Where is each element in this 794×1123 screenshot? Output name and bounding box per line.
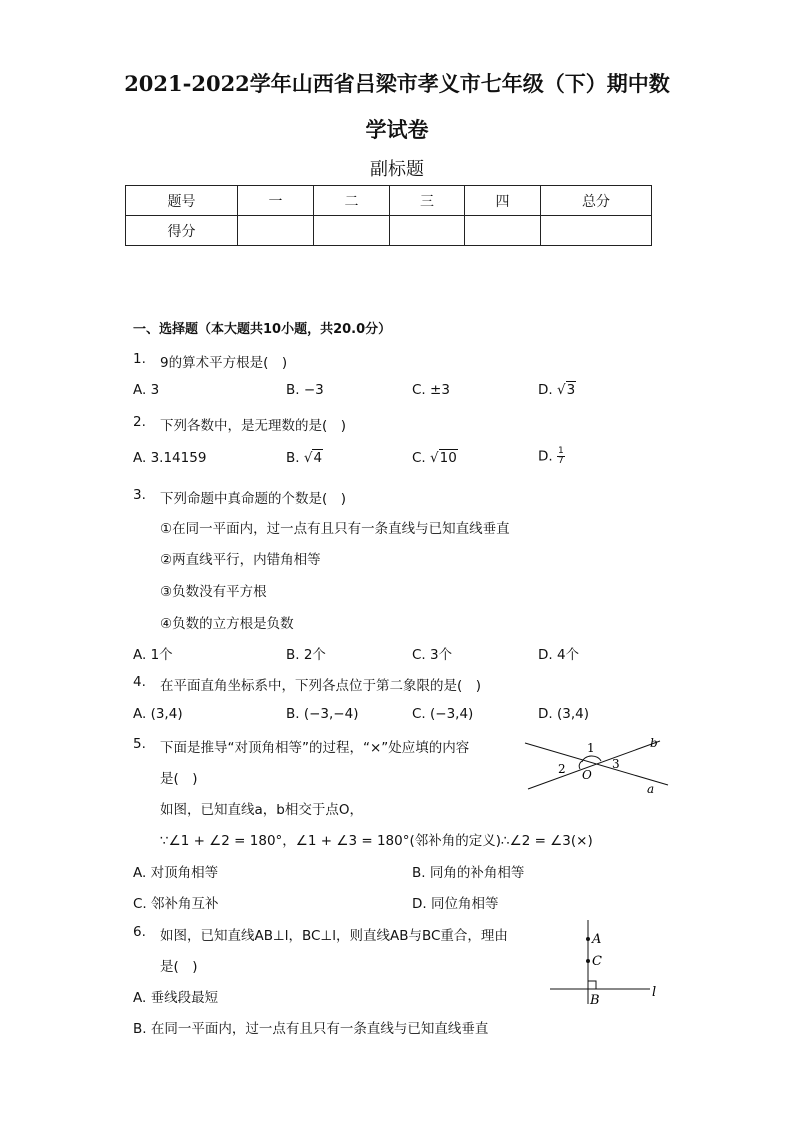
statement-2: ②两直线平行，内错角相等 (160, 552, 321, 568)
radicand: 4 (313, 450, 323, 466)
option-b: B. −3 (286, 382, 324, 398)
section-heading: 一、选择题（本大题共10小题，共20.0分） (133, 322, 392, 337)
score-input-cell (238, 216, 314, 246)
perpendicular-lines-figure (545, 918, 665, 1008)
statement-4: ④负数的立方根是负数 (160, 616, 294, 632)
option-d: D. 4个 (538, 647, 580, 663)
right-angle-mark (588, 981, 596, 989)
point-label-b: B (590, 993, 600, 1008)
option-d (538, 447, 565, 466)
question-text: 9的算术平方根是( ) (160, 355, 288, 371)
point-c (586, 959, 590, 963)
fraction (557, 447, 565, 466)
question-reasoning: ∵∠1 + ∠2 = 180°，∠1 + ∠3 = 180°(邻补角的定义)∴∠2 = ∠3(×) (160, 833, 593, 849)
option-a: A. 垂线段最短 (133, 990, 219, 1006)
score-table-cell: 题号 (126, 186, 238, 216)
option-c: C. ±3 (412, 382, 450, 398)
option-a: A. (3,4) (133, 706, 183, 722)
score-table-cell: 总分 (541, 186, 652, 216)
point-label-o: O (582, 768, 592, 782)
option-b (286, 450, 323, 466)
option-a: A. 1个 (133, 647, 173, 663)
option-label: D. (538, 382, 553, 398)
option-d: D. (3,4) (538, 706, 589, 722)
option-c: C. 3个 (412, 647, 453, 663)
line-label-l: l (652, 985, 657, 1000)
angle-label-3: 3 (612, 757, 620, 771)
question-number: 1. (133, 351, 146, 367)
score-table-cell: 得分 (126, 216, 238, 246)
question-text: 在平面直角坐标系中，下列各点位于第二象限的是( ) (160, 678, 482, 694)
option-a: A. 对顶角相等 (133, 865, 219, 881)
point-label-a: A (592, 932, 602, 947)
option-d (538, 382, 576, 398)
question-text: 下列命题中真命题的个数是( ) (160, 491, 347, 507)
fraction-denominator: 7 (557, 456, 564, 466)
radicand: 3 (566, 382, 576, 398)
score-table-cell: 三 (390, 186, 465, 216)
point-label-c: C (592, 954, 602, 969)
question-text: 如图，已知直线AB⊥l，BC⊥l，则直线AB与BC重合，理由 (160, 928, 508, 944)
score-input-cell (390, 216, 465, 246)
option-b: B. 2个 (286, 647, 326, 663)
option-label: C. (412, 450, 426, 466)
statement-3: ③负数没有平方根 (160, 584, 267, 600)
option-a: A. 3.14159 (133, 450, 207, 466)
line-label-a: a (647, 782, 655, 796)
radicand: 10 (439, 450, 457, 466)
paper-subtitle: 副标题 (370, 159, 424, 180)
statement-1: ①在同一平面内，过一点有且只有一条直线与已知直线垂直 (160, 521, 510, 537)
option-label: B. (286, 450, 300, 466)
question-text-continued: 是( ) (160, 771, 198, 787)
option-c: C. (−3,4) (412, 706, 474, 722)
score-table-cell: 二 (314, 186, 390, 216)
question-text: 下列各数中，是无理数的是( ) (160, 418, 347, 434)
question-number: 3. (133, 487, 146, 503)
score-table-cell: 四 (465, 186, 541, 216)
intersecting-lines-figure (520, 733, 670, 798)
fraction-numerator: 1 (557, 446, 564, 456)
angle-label-2: 2 (558, 762, 566, 776)
question-number: 2. (133, 414, 146, 430)
line-label-b: b (650, 736, 658, 750)
sqrt-expression: √3 (556, 382, 576, 398)
score-input-cell (314, 216, 390, 246)
option-d: D. 同位角相等 (412, 896, 499, 912)
score-table (125, 185, 652, 246)
question-given: 如图，已知直线a，b相交于点O， (160, 802, 363, 818)
sqrt-expression: √4 (303, 450, 323, 466)
paper-title-line2: 学试卷 (365, 117, 429, 142)
question-text: 下面是推导“对顶角相等”的过程，“×”处应填的内容 (160, 740, 470, 756)
sqrt-expression: √10 (430, 450, 457, 466)
option-b: B. 在同一平面内，过一点有且只有一条直线与已知直线垂直 (133, 1021, 489, 1037)
question-number: 6. (133, 924, 146, 940)
score-input-cell (465, 216, 541, 246)
paper-title-line1: 2021-2022学年山西省吕梁市孝义市七年级（下）期中数 (124, 71, 670, 96)
question-number: 5. (133, 736, 146, 752)
option-a: A. 3 (133, 382, 160, 398)
option-c (412, 450, 458, 466)
score-table-score-row (126, 216, 652, 246)
angle-label-1: 1 (587, 741, 595, 755)
score-input-cell (541, 216, 652, 246)
point-a (586, 937, 590, 941)
question-number: 4. (133, 674, 146, 690)
option-b: B. (−3,−4) (286, 706, 359, 722)
score-table-header-row (126, 186, 652, 216)
option-label: D. (538, 448, 553, 465)
score-table-cell: 一 (238, 186, 314, 216)
option-b: B. 同角的补角相等 (412, 865, 525, 881)
question-text-continued: 是( ) (160, 959, 198, 975)
option-c: C. 邻补角互补 (133, 896, 219, 912)
